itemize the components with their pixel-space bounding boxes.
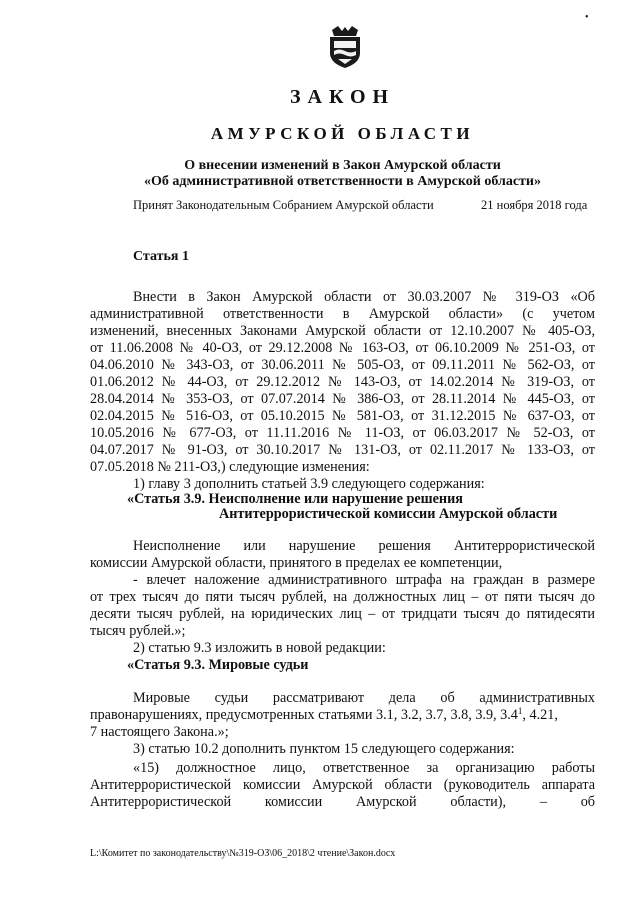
body-line: изменений, внесенных Законами Амурской области от 12.10.2007 № 405-ОЗ, (90, 323, 595, 339)
body-line: 28.04.2014 № 353-ОЗ, от 07.07.2014 № 386-ОЗ, от 28.11.2014 № 445-ОЗ, от (90, 391, 595, 407)
body-line: Антитеррористической комиссии Амурской области), – об (90, 794, 595, 810)
body-line: 02.04.2015 № 516-ОЗ, от 05.10.2015 № 581-ОЗ, от 31.12.2015 № 637-ОЗ, от (90, 408, 595, 424)
region-title: АМУРСКОЙ ОБЛАСТИ (210, 124, 475, 143)
adopted-date: 21 ноября 2018 года (481, 198, 588, 212)
law-subtitle-line-2: «Об административной ответственности в Амурской области» (143, 174, 542, 189)
item-1: 1) главу 3 дополнить статьей 3.9 следующего содержания: (133, 476, 485, 492)
article-3-9-title-line-2: Антитеррористической комиссии Амурской области (219, 506, 558, 522)
body-line: тысяч рублей.»; (90, 623, 186, 639)
body-line: Мировые судьи рассматривают дела об административных (133, 690, 595, 706)
file-path-footer: L:\Комитет по законодательству\№319-ОЗ\06_2018\2 чтение\Закон.docx (90, 848, 396, 859)
superscript: 1 (517, 706, 523, 716)
body-line: от 11.06.2008 № 40-ОЗ, от 29.12.2008 № 163-ОЗ, от 06.10.2009 № 251-ОЗ, от (90, 340, 595, 356)
law-subtitle-line-1: О внесении изменений в Закон Амурской области (184, 158, 501, 173)
body-line: 04.07.2017 № 91-ОЗ, от 30.10.2017 № 131-ОЗ, от 02.11.2017 № 133-ОЗ, от (90, 442, 595, 458)
body-line: комиссии Амурской области, принятого в пределах ее компетенции, (90, 555, 503, 571)
body-line: - влечет наложение административного штрафа на граждан в размере (133, 572, 595, 588)
corner-mark: • (585, 12, 589, 23)
body-text: правонарушениях, предусмотренных статьями 3.1, 3.2, 3.7, 3.8, 3.9, 3.4 (90, 707, 518, 723)
coat-of-arms-icon (326, 26, 364, 68)
body-line: 07.05.2018 № 211-ОЗ,) следующие изменения: (90, 459, 370, 475)
item-3: 3) статью 10.2 дополнить пунктом 15 следующего содержания: (133, 741, 515, 757)
body-line: десяти тысяч рублей, на юридических лиц – от тридцати тысяч до пятидесяти (90, 606, 595, 622)
body-line: Антитеррористической комиссии Амурской области (руководитель аппарата (90, 777, 595, 793)
body-line: Неисполнение или нарушение решения Антитеррористической (133, 538, 595, 554)
item-2: 2) статью 9.3 изложить в новой редакции: (133, 640, 386, 656)
body-line: 01.06.2012 № 44-ОЗ, от 29.12.2012 № 143-ОЗ, от 14.02.2014 № 319-ОЗ, от (90, 374, 595, 390)
body-text: , 4.21, (522, 707, 558, 723)
article-3-9-title-line-1: «Статья 3.9. Неисполнение или нарушение решения (127, 491, 463, 507)
body-line: административной ответственности в Амурской области» (с учетом (90, 306, 595, 322)
body-line-with-superscript (90, 707, 595, 724)
body-line: от трех тысяч до пяти тысяч рублей, на должностных лиц – от пяти тысяч до (90, 589, 595, 605)
body-line: Внести в Закон Амурской области от 30.03.2007 № 319-ОЗ «Об (133, 289, 595, 305)
body-line: 7 настоящего Закона.»; (90, 724, 229, 740)
adopted-by: Принят Законодательным Собранием Амурской области (133, 198, 434, 212)
article-9-3-title: «Статья 9.3. Мировые судьи (127, 657, 309, 673)
document-type-title: ЗАКОН (289, 86, 396, 108)
article-1-heading: Статья 1 (133, 249, 189, 264)
body-line: «15) должностное лицо, ответственное за организацию работы (133, 760, 595, 776)
body-line: 04.06.2010 № 343-ОЗ, от 30.06.2011 № 505-ОЗ, от 09.11.2011 № 562-ОЗ, от (90, 357, 595, 373)
body-line: 10.05.2016 № 677-ОЗ, от 11.11.2016 № 11-ОЗ, от 06.03.2017 № 52-ОЗ, от (90, 425, 595, 441)
